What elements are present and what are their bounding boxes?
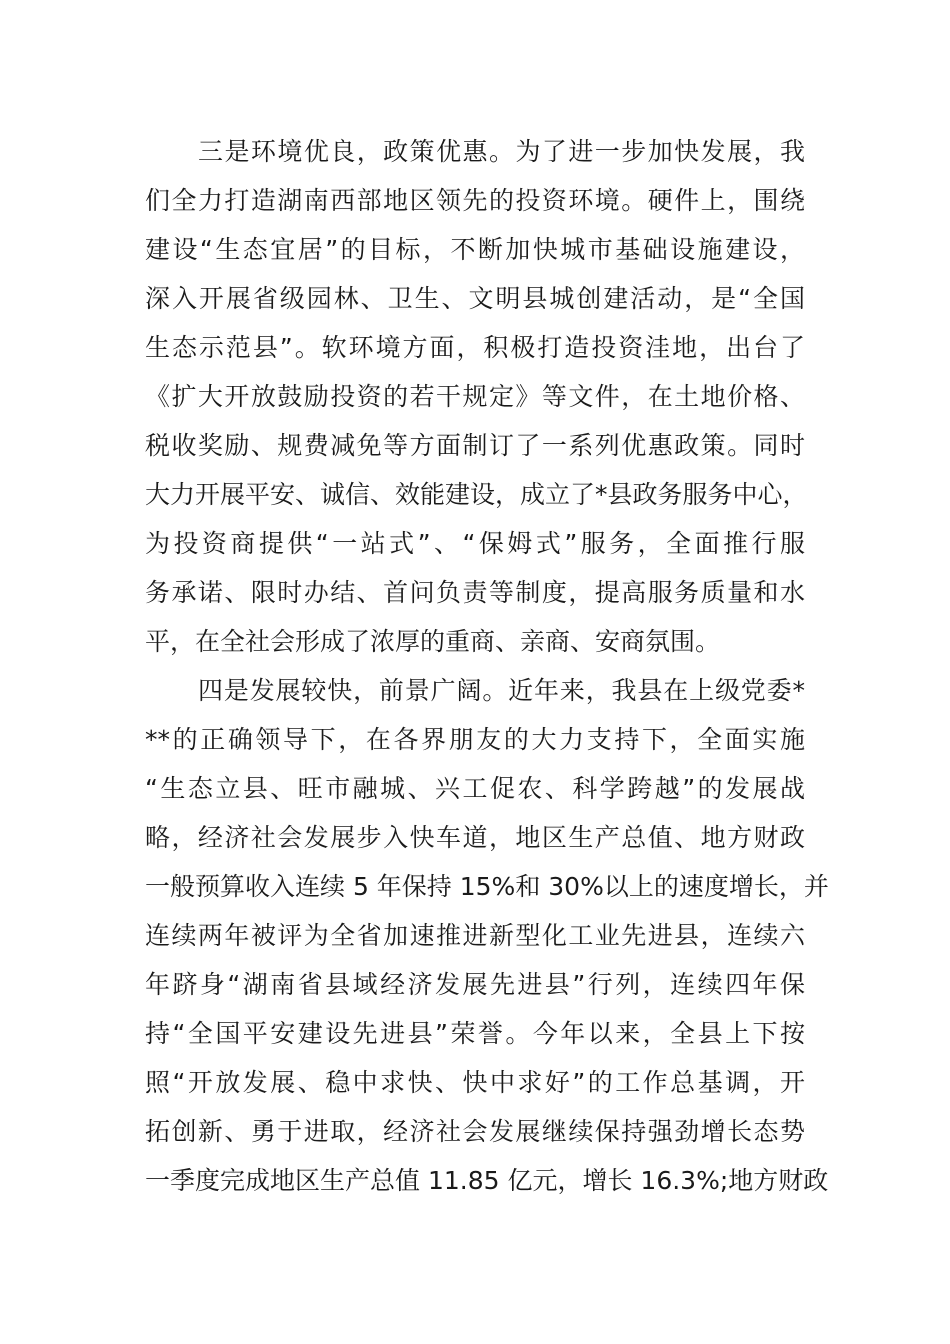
text-line: 《扩大开放鼓励投资的若干规定》等文件，在土地价格、: [145, 382, 805, 411]
text-line: 三是环境优良，政策优惠。为了进一步加快发展，我: [198, 137, 805, 166]
text-line: 年跻身“湖南省县域经济发展先进县”行列，连续四年保: [145, 970, 805, 999]
text-line: 略，经济社会发展步入快车道，地区生产总值、地方财政: [145, 823, 805, 852]
text-line: 大力开展平安、诚信、效能建设，成立了*县政务服务中心，: [145, 480, 808, 509]
text-line: 照“开放发展、稳中求快、快中求好”的工作总基调，开: [145, 1068, 805, 1097]
text-line: 为投资商提供“一站式”、“保姆式”服务，全面推行服: [145, 529, 805, 558]
text-line: 们全力打造湖南西部地区领先的投资环境。硬件上，围绕: [145, 186, 805, 215]
text-line: “生态立县、旺市融城、兴工促农、科学跨越”的发展战: [145, 774, 805, 803]
text-line: 四是发展较快，前景广阔。近年来，我县在上级党委*: [198, 676, 805, 705]
text-line: 深入开展省级园林、卫生、文明县城创建活动，是“全国: [145, 284, 805, 313]
text-line: 连续两年被评为全省加速推进新型化工业先进县，连续六: [145, 921, 805, 950]
text-line: 拓创新、勇于进取，经济社会发展继续保持强劲增长态势: [145, 1117, 805, 1146]
text-line: 平，在全社会形成了浓厚的重商、亲商、安商氛围。: [145, 627, 721, 656]
text-line: **的正确领导下，在各界朋友的大力支持下，全面实施: [145, 725, 805, 754]
text-line: 建设“生态宜居”的目标，不断加快城市基础设施建设，: [145, 235, 805, 264]
text-line: 生态示范县”。软环境方面，积极打造投资洼地，出台了: [145, 333, 805, 362]
text-line: 持“全国平安建设先进县”荣誉。今年以来，全县上下按: [145, 1019, 805, 1048]
text-line: 税收奖励、规费减免等方面制订了一系列优惠政策。同时: [145, 431, 805, 460]
text-line: 务承诺、限时办结、首问负责等制度，提高服务质量和水: [145, 578, 805, 607]
text-line: 一季度完成地区生产总值 11.85 亿元，增长 16.3%;地方财政: [145, 1166, 829, 1195]
text-line: 一般预算收入连续 5 年保持 15%和 30%以上的速度增长，并: [145, 872, 829, 901]
